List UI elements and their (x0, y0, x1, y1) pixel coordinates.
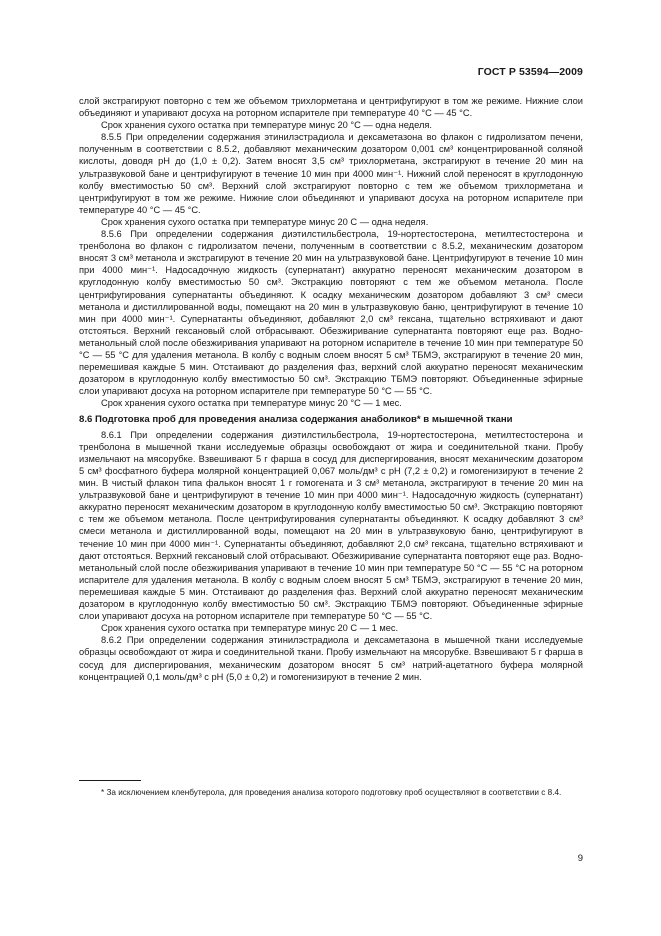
storage-note: Срок хранения сухого остатка при температуре минус 20 С — одна неделя. (101, 216, 429, 227)
footnote-divider (79, 780, 141, 781)
storage-note: Срок хранения сухого остатка при температуре минус 20 С — 1 мес. (101, 623, 399, 634)
section-heading-8-6: 8.6 Подготовка проб для проведения анализа содержания анаболиков* в мышечной ткани (79, 414, 513, 426)
paragraph-8-5-6: 8.5.6 При определении содержания диэтилстильбестрола, 19-нортестостерона, метилтестостерона и тренболона во флакон с гидролизатом печени, полученным в соответствии с 8.5.2, механическим дозатором вносят 3 см³ метанола и экстрагируют в течение 20 мин на ультразвуковой бане. Центрифугируют в течение 10 мин при 4000 мин⁻¹. Надосадочную жидкость (супернатант) аккуратно переносят механическим дозатором в круглодонную колбу вместимостью 50 см³. Экстракцию повторяют с тем же объемом метанола. После центрифугирования супернатанты объединяют. К осадку механическим дозатором добавляют 3 см³ смеси метанола и дистиллированной воды, помещают на 20 мин в ультразвуковую баню, центрифугируют в течение 10 мин при 4000 мин⁻¹. Супернатанты объединяют, добавляют 2,0 см³ гексана, тщательно встряхивают и дают отстояться. Верхний гексановый слой отбрасывают. Обезжиривание супернатанта повторяют еще раз. Водно-метанольный слой после обезжиривания упаривают на роторном испарителе в течение 10 мин при температуре 50 °С — 55 °С для удаления метанола. В колбу с водным слоем вносят 5 см³ ТБМЭ, экстрагируют в течение 20 мин, перемешивая каждые 5 мин. Отстаивают до разделения фаз, верхний слой аккуратно переносят механическим дозатором в круглодонную колбу вместимостью 50 см³. Экстракцию ТБМЭ повторяют. Объединенные эфирные слои упаривают досуха на роторном испарителе при температуре 50 °С — 55 °С. (79, 229, 583, 397)
page-number: 9 (577, 853, 583, 864)
storage-note: Срок хранения сухого остатка при температуре минус 20 °С — 1 мес. (101, 398, 402, 409)
paragraph-8-6-1: 8.6.1 При определении содержания диэтилстильбестрола, 19-нортестостерона, метилтестостерона и тренболона в мышечной ткани исследуемые образцы освобождают от жира и соединительной ткани. Пробу измельчают на мясорубке. Взвешивают 5 г фарша в сосуд для диспергирования, вносят механическим дозатором 5 см³ фосфатного буфера молярной концентрацией 0,067 моль/дм³ с рН (7,2 ± 0,2) и гомогенизируют в течение 2 мин. В чистый флакон типа фалькон вносят 1 г гомогената и 3 см³ метанола, экстрагируют в течение 20 мин на ультразвуковой бане и центрифугируют в течение 10 мин при 4000 мин⁻¹. Надосадочную жидкость (супернатант) аккуратно переносят механическим дозатором в круглодонную колбу вместимостью 50 см³. Экстракцию повторяют с тем же объемом метанола. После центрифугирования супернатанты объединяют. К осадку добавляют 3 см³ смеси метанола и дистиллированной воды, помещают на 20 мин в ультразвуковую баню, центрифугируют в течение 10 мин при 4000 мин⁻¹. Супернатанты объединяют, добавляют 2,0 см³ гексана, тщательно встряхивают и дают отстояться. Верхний гексановый слой отбрасывают. Обезжиривание супернатанта повторяют еще раз. Водно-метанольный слой после обезжиривания упаривают в течение 10 мин при температуре 50 °С — 55 °С на роторном испарителе для удаления метанола. В колбу с водным слоем вносят 5 см³ ТБМЭ, экстрагируют в течение 20 мин, перемешивая каждые 5 мин. Отстаивают до разделения фаз. Верхний слой аккуратно переносят механическим дозатором в круглодонную колбу вместимостью 50 см³. Экстракцию ТБМЭ повторяют. Объединенные эфирные слои упаривают досуха на роторном испарителе при температуре 50 °С — 55 °С. (79, 429, 583, 622)
paragraph-8-6-2: 8.6.2 При определении содержания этинилэстрадиола и дексаметазона в мышечной ткани исследуемые образцы освобождают от жира и соединительной ткани. Пробу измельчают на мясорубке. Взвешивают 5 г фарша в сосуд для диспергирования, механическим дозатором вносят 5 см³ натрий-ацетатного буфера молярной концентрацией 0,1 моль/дм³ с рН (5,0 ± 0,2) и гомогенизируют в течение 2 мин. (79, 635, 583, 682)
paragraph-continuation: слой экстрагируют повторно с тем же объемом трихлорметана и центрифугируют в том же режиме. Нижние слои объединяют и упаривают досуха на роторном испарителе при температуре 40 °С — 45 °С. (79, 96, 583, 119)
footnote: * За исключением кленбутерола, для проведения анализа которого подготовку проб осуществляют в соответствии с 8.4. (101, 788, 562, 797)
storage-note: Срок хранения сухого остатка при температуре минус 20 °С — одна неделя. (101, 120, 433, 131)
paragraph-8-5-5: 8.5.5 При определении содержания этинилэстрадиола и дексаметазона во флакон с гидролизатом печени, полученным в соответствии с 8.5.2, добавляют механическим дозатором 0,001 см³ концентрированной соляной кислоты, доводя рН до (1,0 ± 0,2). Затем вносят 3,5 см³ трихлорметана, экстрагируют в течение 20 мин на ультразвуковой бане и центрифугируют в течение 10 мин при 4000 мин⁻¹. Нижний слой переносят в круглодонную колбу вместимостью 50 см³. Верхний слой экстрагируют повторно с тем же объемом трихлорметана и центрифугируют в том же режиме. Нижние слои объединяют и упаривают досуха на роторном испарителе при температуре 40 °С — 45 °С. (79, 132, 583, 215)
document-header: ГОСТ Р 53594—2009 (477, 66, 583, 78)
document-body (79, 95, 583, 683)
